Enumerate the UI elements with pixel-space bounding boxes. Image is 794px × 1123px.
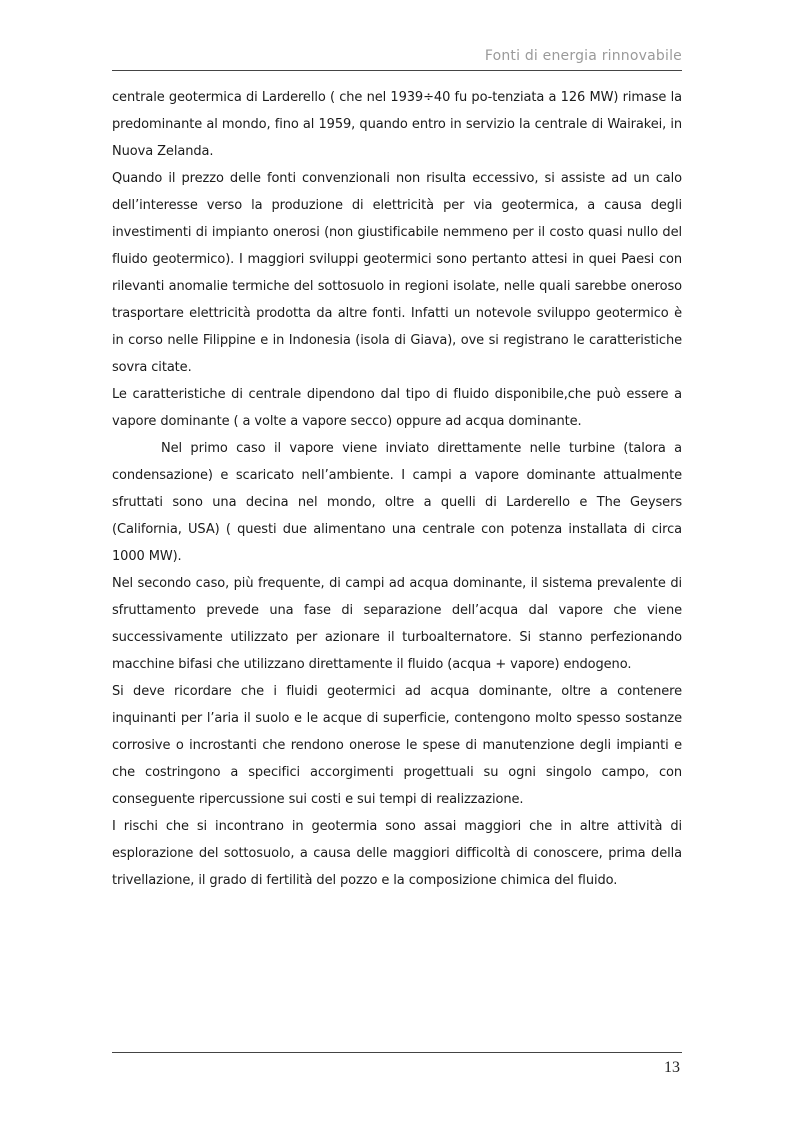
paragraph-2: Quando il prezzo delle fonti convenzionali non risulta eccessivo, si assiste ad un calo dell’interesse verso la produzione di elettricità per via geotermica, a causa degli investimenti di impianto onerosi (non giustificabile nemmeno per il costo quasi nullo del fluido geotermico). I maggiori sviluppi geotermici sono pertanto attesi in quei Paesi con rilevanti anomalie termiche del sottosuolo in regioni isolate, nelle quali sarebbe oneroso trasportare elettricità prodotta da altre fonti. Infatti un notevole sviluppo geotermico è in corso nelle Filippine e in Indonesia (isola di Giava), ove si registrano le caratteristiche sovra citate. (112, 171, 682, 375)
body-text (112, 84, 682, 894)
running-footer (112, 1052, 682, 1076)
paragraph-4: Nel primo caso il vapore viene inviato direttamente nelle turbine (talora a condensazione) e scaricato nell’ambiente. I campi a vapore dominante attualmente sfruttati sono una decina nel mondo, oltre a quelli di Larderello e The Geysers (California, USA) ( questi due alimentano una centrale con potenza installata di circa 1000 MW). (112, 441, 682, 564)
paragraph-5: Nel secondo caso, più frequente, di campi ad acqua dominante, il sistema prevalente di sfruttamento prevede una fase di separazione dell’acqua dal vapore che viene successivamente utilizzato per azionare il turboalternatore. Si stanno perfezionando macchine bifasi che utilizzano direttamente il fluido (acqua + vapore) endogeno. (112, 576, 682, 672)
running-header-title: Fonti di energia rinnovabile (484, 48, 682, 64)
paragraph-1: centrale geotermica di Larderello ( che nel 1939÷40 fu po-tenziata a 126 MW) rimase la predominante al mondo, fino al 1959, quando entro in servizio la centrale di Wairakei, in Nuova Zelanda. (112, 90, 682, 159)
page-number: 13 (664, 1059, 680, 1076)
paragraph-6: Si deve ricordare che i fluidi geotermici ad acqua dominante, oltre a contenere inquinanti per l’aria il suolo e le acque di superficie, contengono molto spesso sostanze corrosive o incrostanti che rendono onerose le spese di manutenzione degli impianti e che costringono a specifici accorgimenti progettuali su ogni singolo campo, con conseguente ripercussione sui costi e sui tempi di realizzazione. (112, 684, 682, 807)
paragraph-7: I rischi che si incontrano in geotermia sono assai maggiori che in altre attività di esplorazione del sottosuolo, a causa delle maggiori difficoltà di conoscere, prima della trivellazione, il grado di fertilità del pozzo e la composizione chimica del fluido. (112, 819, 682, 888)
running-header (112, 48, 682, 71)
paragraph-3: Le caratteristiche di centrale dipendono dal tipo di fluido disponibile,che può essere a vapore dominante ( a volte a vapore secco) oppure ad acqua dominante. (112, 387, 682, 429)
